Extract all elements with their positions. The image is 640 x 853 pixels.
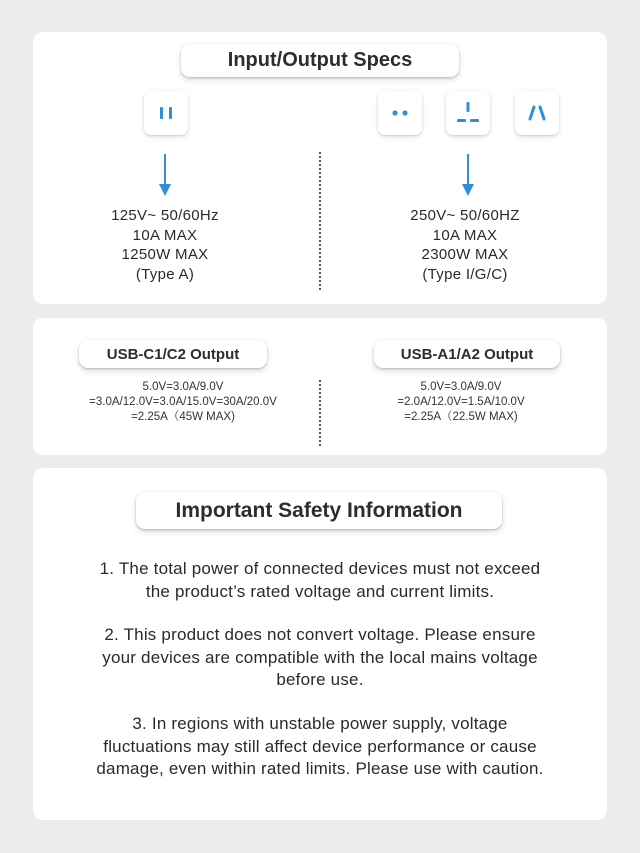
usb-c-output-spec bbox=[47, 380, 319, 425]
safety-item-2 bbox=[43, 624, 597, 692]
spec-line: 125V~ 50/60Hz bbox=[111, 207, 219, 224]
spec-line: 10A MAX bbox=[432, 226, 498, 244]
arrow-down-icon bbox=[460, 154, 476, 198]
spec-line: 250V~ 50/60HZ bbox=[410, 207, 520, 224]
type-g-plug-icon bbox=[446, 91, 490, 135]
dotted-divider bbox=[319, 152, 321, 290]
spec-line: (Type A) bbox=[135, 265, 195, 283]
input-spec-type-igc bbox=[365, 206, 565, 284]
io-specs-card bbox=[33, 32, 607, 304]
type-a-plug-icon bbox=[144, 91, 188, 135]
safety-line: 3. In regions with unstable power supply, voltage bbox=[132, 714, 508, 733]
spec-line: 10A MAX bbox=[132, 226, 198, 244]
usb-spec-line: =2.25A（22.5W MAX) bbox=[404, 411, 518, 423]
safety-card bbox=[33, 468, 607, 820]
input-spec-type-a bbox=[70, 206, 260, 284]
safety-title: Important Safety Information bbox=[136, 492, 502, 529]
safety-line: your devices are compatible with the local mains voltage bbox=[102, 647, 538, 667]
usb-c-output-title: USB-C1/C2 Output bbox=[79, 340, 267, 368]
safety-item-1 bbox=[43, 558, 597, 603]
type-i-plug-icon bbox=[378, 91, 422, 135]
safety-line: the product’s rated voltage and current limits. bbox=[145, 581, 495, 601]
usb-a-output-title: USB-A1/A2 Output bbox=[374, 340, 560, 368]
usb-output-card bbox=[33, 318, 607, 455]
spec-line: (Type I/G/C) bbox=[422, 265, 508, 283]
arrow-down-icon bbox=[157, 154, 173, 198]
usb-spec-line: 5.0V=3.0A/9.0V bbox=[420, 381, 502, 393]
io-specs-title: Input/Output Specs bbox=[181, 44, 459, 77]
spec-line: 2300W MAX bbox=[421, 246, 509, 263]
safety-item-3 bbox=[43, 713, 597, 781]
usb-spec-line: 5.0V=3.0A/9.0V bbox=[142, 381, 224, 393]
type-c-plug-icon bbox=[515, 91, 559, 135]
safety-line: before use. bbox=[276, 670, 364, 689]
dotted-divider bbox=[319, 380, 321, 446]
safety-line: fluctuations may still affect device performance or cause bbox=[103, 736, 537, 756]
usb-spec-line: =2.0A/12.0V=1.5A/10.0V bbox=[397, 396, 525, 408]
safety-line: 2. This product does not convert voltage. Please ensure bbox=[104, 625, 536, 644]
safety-line: damage, even within rated limits. Please use with caution. bbox=[96, 759, 544, 778]
usb-spec-line: =3.0A/12.0V=3.0A/15.0V=30A/20.0V bbox=[89, 396, 277, 408]
safety-line: 1. The total power of connected devices must not exceed bbox=[99, 559, 541, 578]
spec-line: 1250W MAX bbox=[121, 246, 209, 263]
usb-spec-line: =2.25A（45W MAX) bbox=[131, 411, 235, 423]
usb-a-output-spec bbox=[339, 380, 583, 425]
